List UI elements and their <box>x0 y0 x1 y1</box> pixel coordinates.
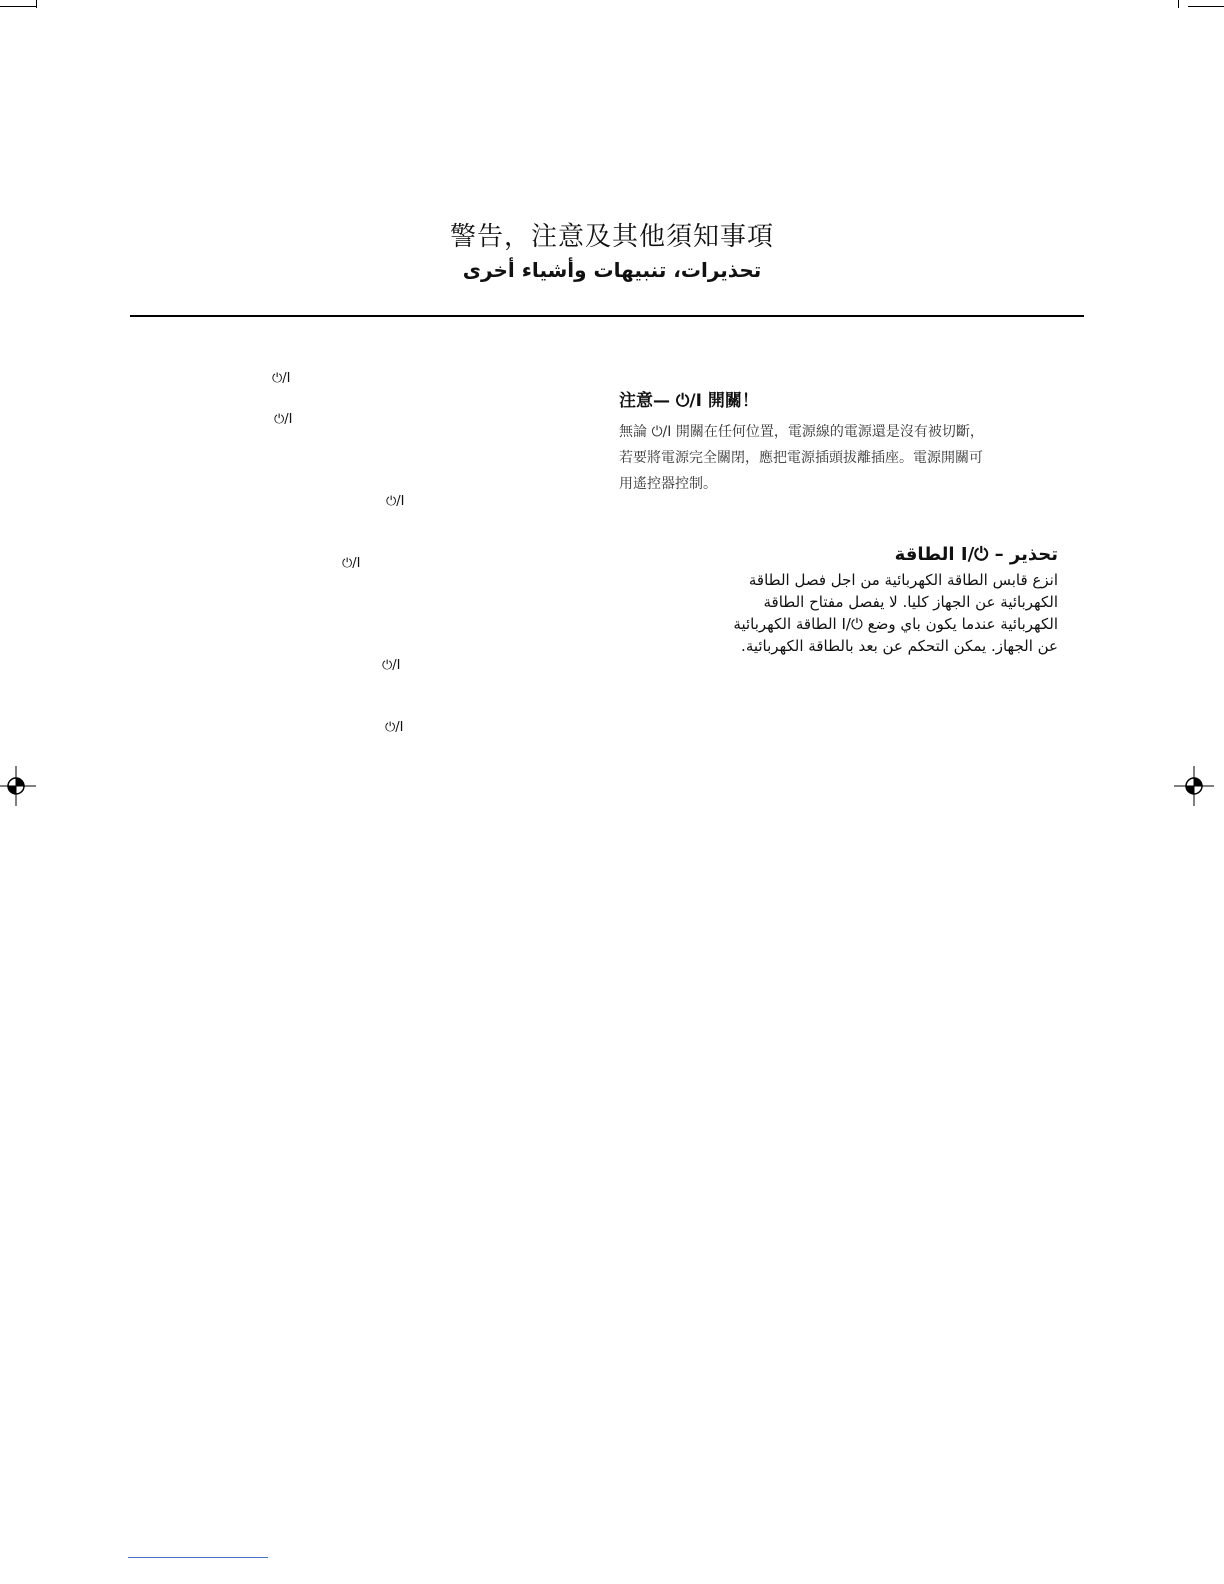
page-title-arabic: تحذيرات، تنبيهات وأشياء أخرى <box>462 258 762 282</box>
power-symbol-mark-1: ⏻/I <box>272 371 291 386</box>
registration-mark-right-icon <box>1174 766 1214 806</box>
arabic-warning-line: الكهربائية عن الجهاز كليا. لا يفصل مفتاح الطاقة <box>763 593 1058 611</box>
crop-mark-top-right-v <box>1178 0 1179 8</box>
arabic-warning-body <box>618 569 1058 657</box>
power-symbol-mark-4: ⏻/I <box>342 556 361 571</box>
arabic-warning-heading: تحذير – ⏻/I الطاقة <box>894 544 1058 565</box>
footer-link-underline <box>128 1557 268 1558</box>
power-symbol-mark-5: ⏻/I <box>382 658 401 673</box>
chinese-caution-section <box>619 386 1049 497</box>
chinese-caution-line: 用遙控器控制。 <box>619 476 717 492</box>
chinese-caution-line: 若要將電源完全關閉，應把電源插頭拔離插座。電源開關可 <box>619 450 983 466</box>
crop-mark-top-left-v <box>36 0 37 8</box>
page-title-chinese: 警告，注意及其他須知事項 <box>449 222 774 252</box>
power-symbol-mark-6: ⏻/I <box>385 720 404 735</box>
arabic-warning-line: انزع قابس الطاقة الكهربائية من اجل فصل الطاقة <box>748 571 1058 589</box>
chinese-caution-body <box>619 419 1049 497</box>
chinese-caution-heading: 注意— ⏻/I 開關！ <box>619 391 759 411</box>
arabic-warning-section <box>618 544 1058 657</box>
power-symbol-mark-2: ⏻/I <box>274 412 293 427</box>
arabic-warning-line: عن الجهاز. يمكن التحكم عن بعد بالطاقة الكهربائية. <box>741 637 1058 655</box>
registration-mark-left-icon <box>0 766 36 806</box>
crop-mark-top-right-h <box>1188 6 1224 7</box>
crop-mark-top-left-h <box>0 6 36 7</box>
arabic-warning-line: الكهربائية عندما يكون باي وضع ⏻/I الطاقة الكهربائية <box>733 615 1058 633</box>
title-divider <box>130 315 1084 317</box>
power-symbol-mark-3: ⏻/I <box>386 494 405 509</box>
chinese-caution-line: 無論 ⏻/I 開關在任何位置，電源線的電源還是沒有被切斷， <box>619 424 984 440</box>
